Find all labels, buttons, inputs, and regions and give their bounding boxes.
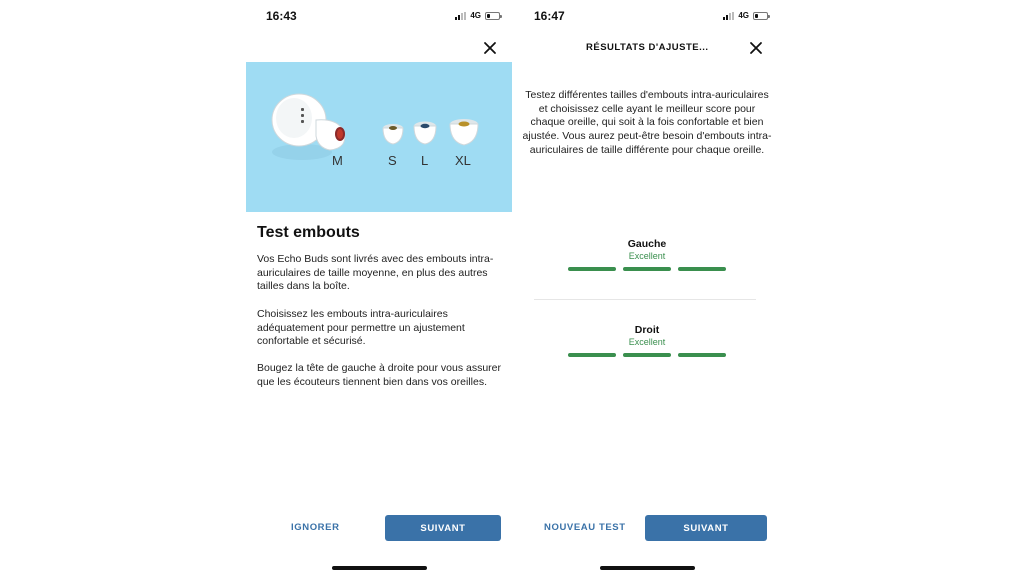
signal-icon (723, 12, 734, 20)
description-paragraph: Bougez la tête de gauche à droite pour vous assurer que les écouteurs tiennent bien dans vos oreilles. (257, 362, 501, 388)
close-button[interactable] (482, 40, 498, 56)
next-button[interactable]: SUIVANT (645, 515, 767, 541)
fit-score-bar (678, 353, 726, 357)
skip-button[interactable]: IGNORER (291, 522, 340, 533)
network-type: 4G (470, 11, 481, 20)
close-icon (482, 40, 498, 56)
fit-score-bars (514, 267, 780, 271)
status-indicators (455, 11, 500, 20)
fit-score-bar (568, 353, 616, 357)
battery-level (487, 14, 490, 18)
earbud-icon (272, 94, 345, 160)
description-paragraph: Choisissez les embouts intra-auriculaires adéquatement pour permettre un ajustement confortable et sécurisé. (257, 308, 465, 348)
battery-level (755, 14, 758, 18)
divider (534, 299, 756, 300)
tip-xlarge-icon (450, 119, 478, 145)
fit-score-bar (678, 267, 726, 271)
status-time: 16:43 (266, 9, 297, 23)
size-label-s: S (388, 153, 397, 168)
battery-icon (485, 12, 500, 20)
size-label-m: M (332, 153, 343, 168)
close-icon (748, 40, 764, 56)
status-bar (514, 0, 780, 34)
fit-status: Excellent (628, 337, 666, 347)
fit-test-screen (246, 0, 512, 576)
fit-results-screen (514, 0, 780, 576)
size-label-xl: XL (455, 153, 471, 168)
fit-score-bar (623, 353, 671, 357)
page-title: Test embouts (257, 224, 360, 241)
ear-label: Droit (634, 324, 660, 336)
ear-label: Gauche (627, 238, 667, 250)
tip-small-icon (383, 124, 403, 144)
network-type: 4G (738, 11, 749, 20)
home-indicator[interactable] (332, 566, 427, 570)
fit-status: Excellent (628, 251, 666, 261)
left-ear-result (514, 238, 780, 271)
fit-score-bar (623, 267, 671, 271)
fit-score-bars (514, 353, 780, 357)
status-bar (246, 0, 512, 34)
ear-tips-image (246, 62, 512, 212)
signal-icon (455, 12, 466, 20)
instructions-text: Testez différentes tailles d'embouts intra-auriculaires et choisissez celle ayant le meilleur score pour chaque oreille, qui soit à la fois confortable et bien ajustée. Vous aurez peut-être besoin d'embouts intra-auriculaires de taille différente pour chaque oreille. (522, 89, 772, 156)
ear-tip-illustration (246, 62, 512, 212)
tip-large-icon (414, 122, 436, 145)
page-title: RÉSULTATS D'AJUSTE... (586, 42, 709, 53)
right-ear-result (514, 324, 780, 357)
close-button[interactable] (748, 40, 764, 56)
battery-icon (753, 12, 768, 20)
fit-score-bar (568, 267, 616, 271)
status-indicators (723, 11, 768, 20)
status-time: 16:47 (534, 9, 565, 23)
size-label-l: L (421, 153, 429, 168)
home-indicator[interactable] (600, 566, 695, 570)
retest-button[interactable]: NOUVEAU TEST (544, 522, 626, 533)
description-paragraph: Vos Echo Buds sont livrés avec des embouts intra-auriculaires de taille moyenne, en plus des autres tailles dans la boîte. (257, 253, 494, 293)
next-button[interactable]: SUIVANT (385, 515, 501, 541)
